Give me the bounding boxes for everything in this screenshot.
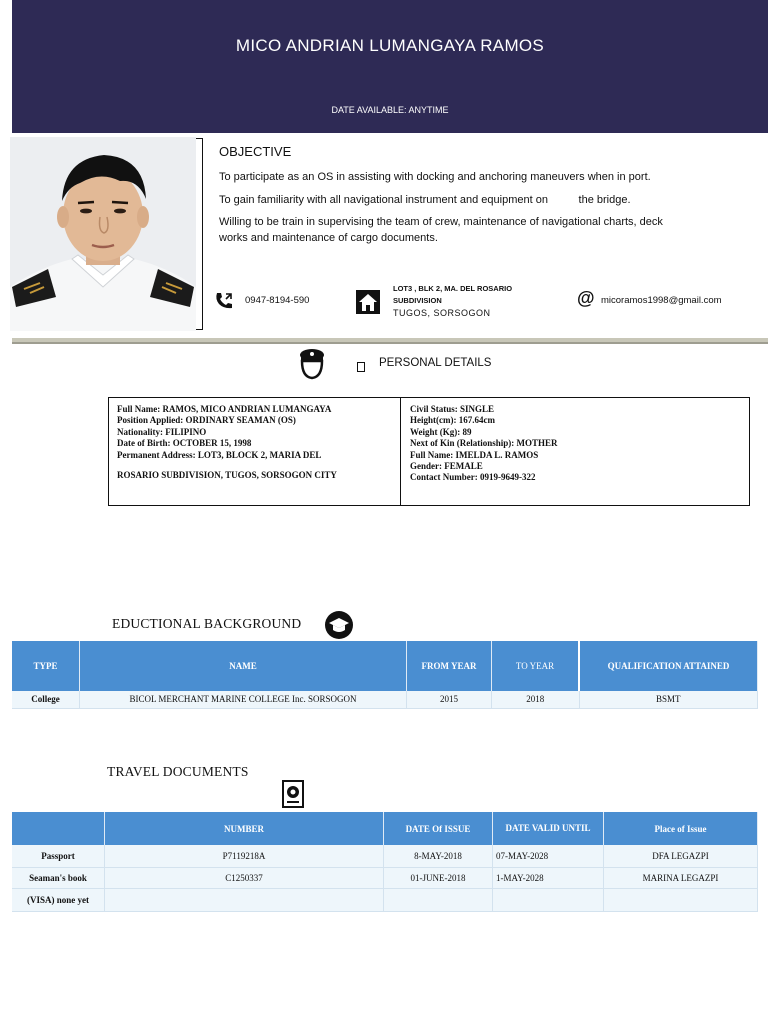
personal-field: Weight (Kg): 89: [410, 426, 472, 437]
travel-header: DATE VALID UNTIL: [493, 812, 604, 845]
table-row: [12, 867, 758, 888]
personal-field: Contact Number: 0919-9649-322: [410, 472, 536, 483]
personal-field: Gender: FEMALE: [410, 461, 483, 472]
education-table: [12, 641, 758, 709]
travel-title: TRAVEL DOCUMENTS: [107, 764, 249, 779]
home-icon: [356, 290, 380, 314]
education-header: FROM YEAR: [407, 641, 492, 691]
phone-number: 0947-8194-590: [245, 295, 310, 306]
personal-details-title: PERSONAL DETAILS: [379, 357, 492, 369]
objective-line: Willing to be train in supervising the team of crew, maintenance of navigational charts, deck: [219, 216, 663, 228]
objective-line: works and maintenance of cargo documents.: [219, 232, 438, 244]
phone-icon: [214, 291, 234, 311]
personal-field: Civil Status: SINGLE: [410, 404, 495, 414]
sailor-icon: [297, 347, 327, 381]
personal-left-column: [117, 404, 337, 481]
table-row: [12, 888, 758, 911]
education-cell: BSMT: [579, 691, 758, 708]
personal-field: Height(cm): 167.64cm: [410, 415, 495, 426]
passport-icon: [282, 780, 304, 808]
personal-field: Full Name: IMELDA L. RAMOS: [410, 449, 539, 460]
travel-table: [12, 812, 758, 912]
candidate-name: MICO ANDRIAN LUMANGAYA RAMOS: [235, 36, 545, 55]
personal-details-separator: [400, 397, 401, 506]
photo-frame: [196, 138, 203, 330]
education-header: TO YEAR: [492, 641, 580, 691]
header-banner: [12, 0, 768, 133]
personal-field: Permanent Address: LOT3, BLOCK 2, MARIA DEL: [117, 449, 322, 460]
education-cell: 2018: [492, 691, 580, 708]
personal-field: Full Name: RAMOS, MICO ANDRIAN LUMANGAYA: [117, 404, 332, 414]
travel-cell: [105, 888, 384, 911]
objective-title: OBJECTIVE: [219, 144, 292, 159]
objective-line: To gain familiarity with all navigational instrument and equipment on the bridge.: [219, 194, 631, 206]
travel-cell: Seaman's book: [12, 867, 105, 888]
travel-cell: [493, 888, 604, 911]
education-cell: 2015: [407, 691, 492, 708]
section-divider: [12, 338, 768, 344]
personal-field: ROSARIO SUBDIVISION, TUGOS, SORSOGON CITY: [117, 470, 337, 481]
travel-cell: DFA LEGAZPI: [604, 845, 758, 867]
travel-cell: P7119218A: [105, 845, 384, 867]
travel-cell: MARINA LEGAZPI: [604, 867, 758, 888]
date-available: DATE AVAILABLE: ANYTIME: [331, 105, 449, 115]
education-cell: BICOL MERCHANT MARINE COLLEGE Inc. SORSOGON: [80, 691, 407, 708]
personal-field: Date of Birth: OCTOBER 15, 1998: [117, 438, 252, 449]
travel-cell: 8-MAY-2018: [384, 845, 493, 867]
education-header: NAME: [80, 641, 407, 691]
travel-cell: [604, 888, 758, 911]
address-line-2: SUBDIVISION: [393, 296, 442, 305]
bullet-icon: [357, 362, 365, 372]
education-header: TYPE: [12, 641, 80, 691]
address-line-1: LOT3 , BLK 2, MA. DEL ROSARIO: [393, 284, 513, 293]
education-title: EDUCTIONAL BACKGROUND: [112, 616, 302, 631]
travel-cell: 01-JUNE-2018: [384, 867, 493, 888]
profile-photo: [10, 137, 196, 331]
travel-cell: Passport: [12, 845, 105, 867]
travel-cell: (VISA) none yet: [12, 888, 105, 911]
personal-right-column: [410, 404, 558, 484]
travel-cell: [384, 888, 493, 911]
table-row: [12, 691, 758, 708]
graduation-cap-icon: [325, 611, 353, 639]
travel-header: [12, 812, 105, 845]
travel-cell: C1250337: [105, 867, 384, 888]
travel-header: NUMBER: [105, 812, 384, 845]
education-header: QUALIFICATION ATTAINED: [579, 641, 758, 691]
at-icon: @: [577, 288, 595, 308]
address-line-3: TUGOS, SORSOGON: [393, 308, 491, 318]
objective-line: To participate as an OS in assisting with docking and anchoring maneuvers when in port.: [219, 171, 651, 183]
travel-cell: 07-MAY-2028: [493, 845, 604, 867]
travel-header: Place of Issue: [604, 812, 758, 845]
personal-field: Position Applied: ORDINARY SEAMAN (OS): [117, 415, 296, 426]
personal-field: Next of Kin (Relationship): MOTHER: [410, 438, 558, 449]
education-cell: College: [12, 691, 80, 708]
travel-cell: 1-MAY-2028: [493, 867, 604, 888]
travel-header: DATE Of ISSUE: [384, 812, 493, 845]
email-address: micoramos1998@gmail.com: [601, 295, 722, 306]
table-row: [12, 845, 758, 867]
personal-field: Nationality: FILIPINO: [117, 426, 207, 437]
